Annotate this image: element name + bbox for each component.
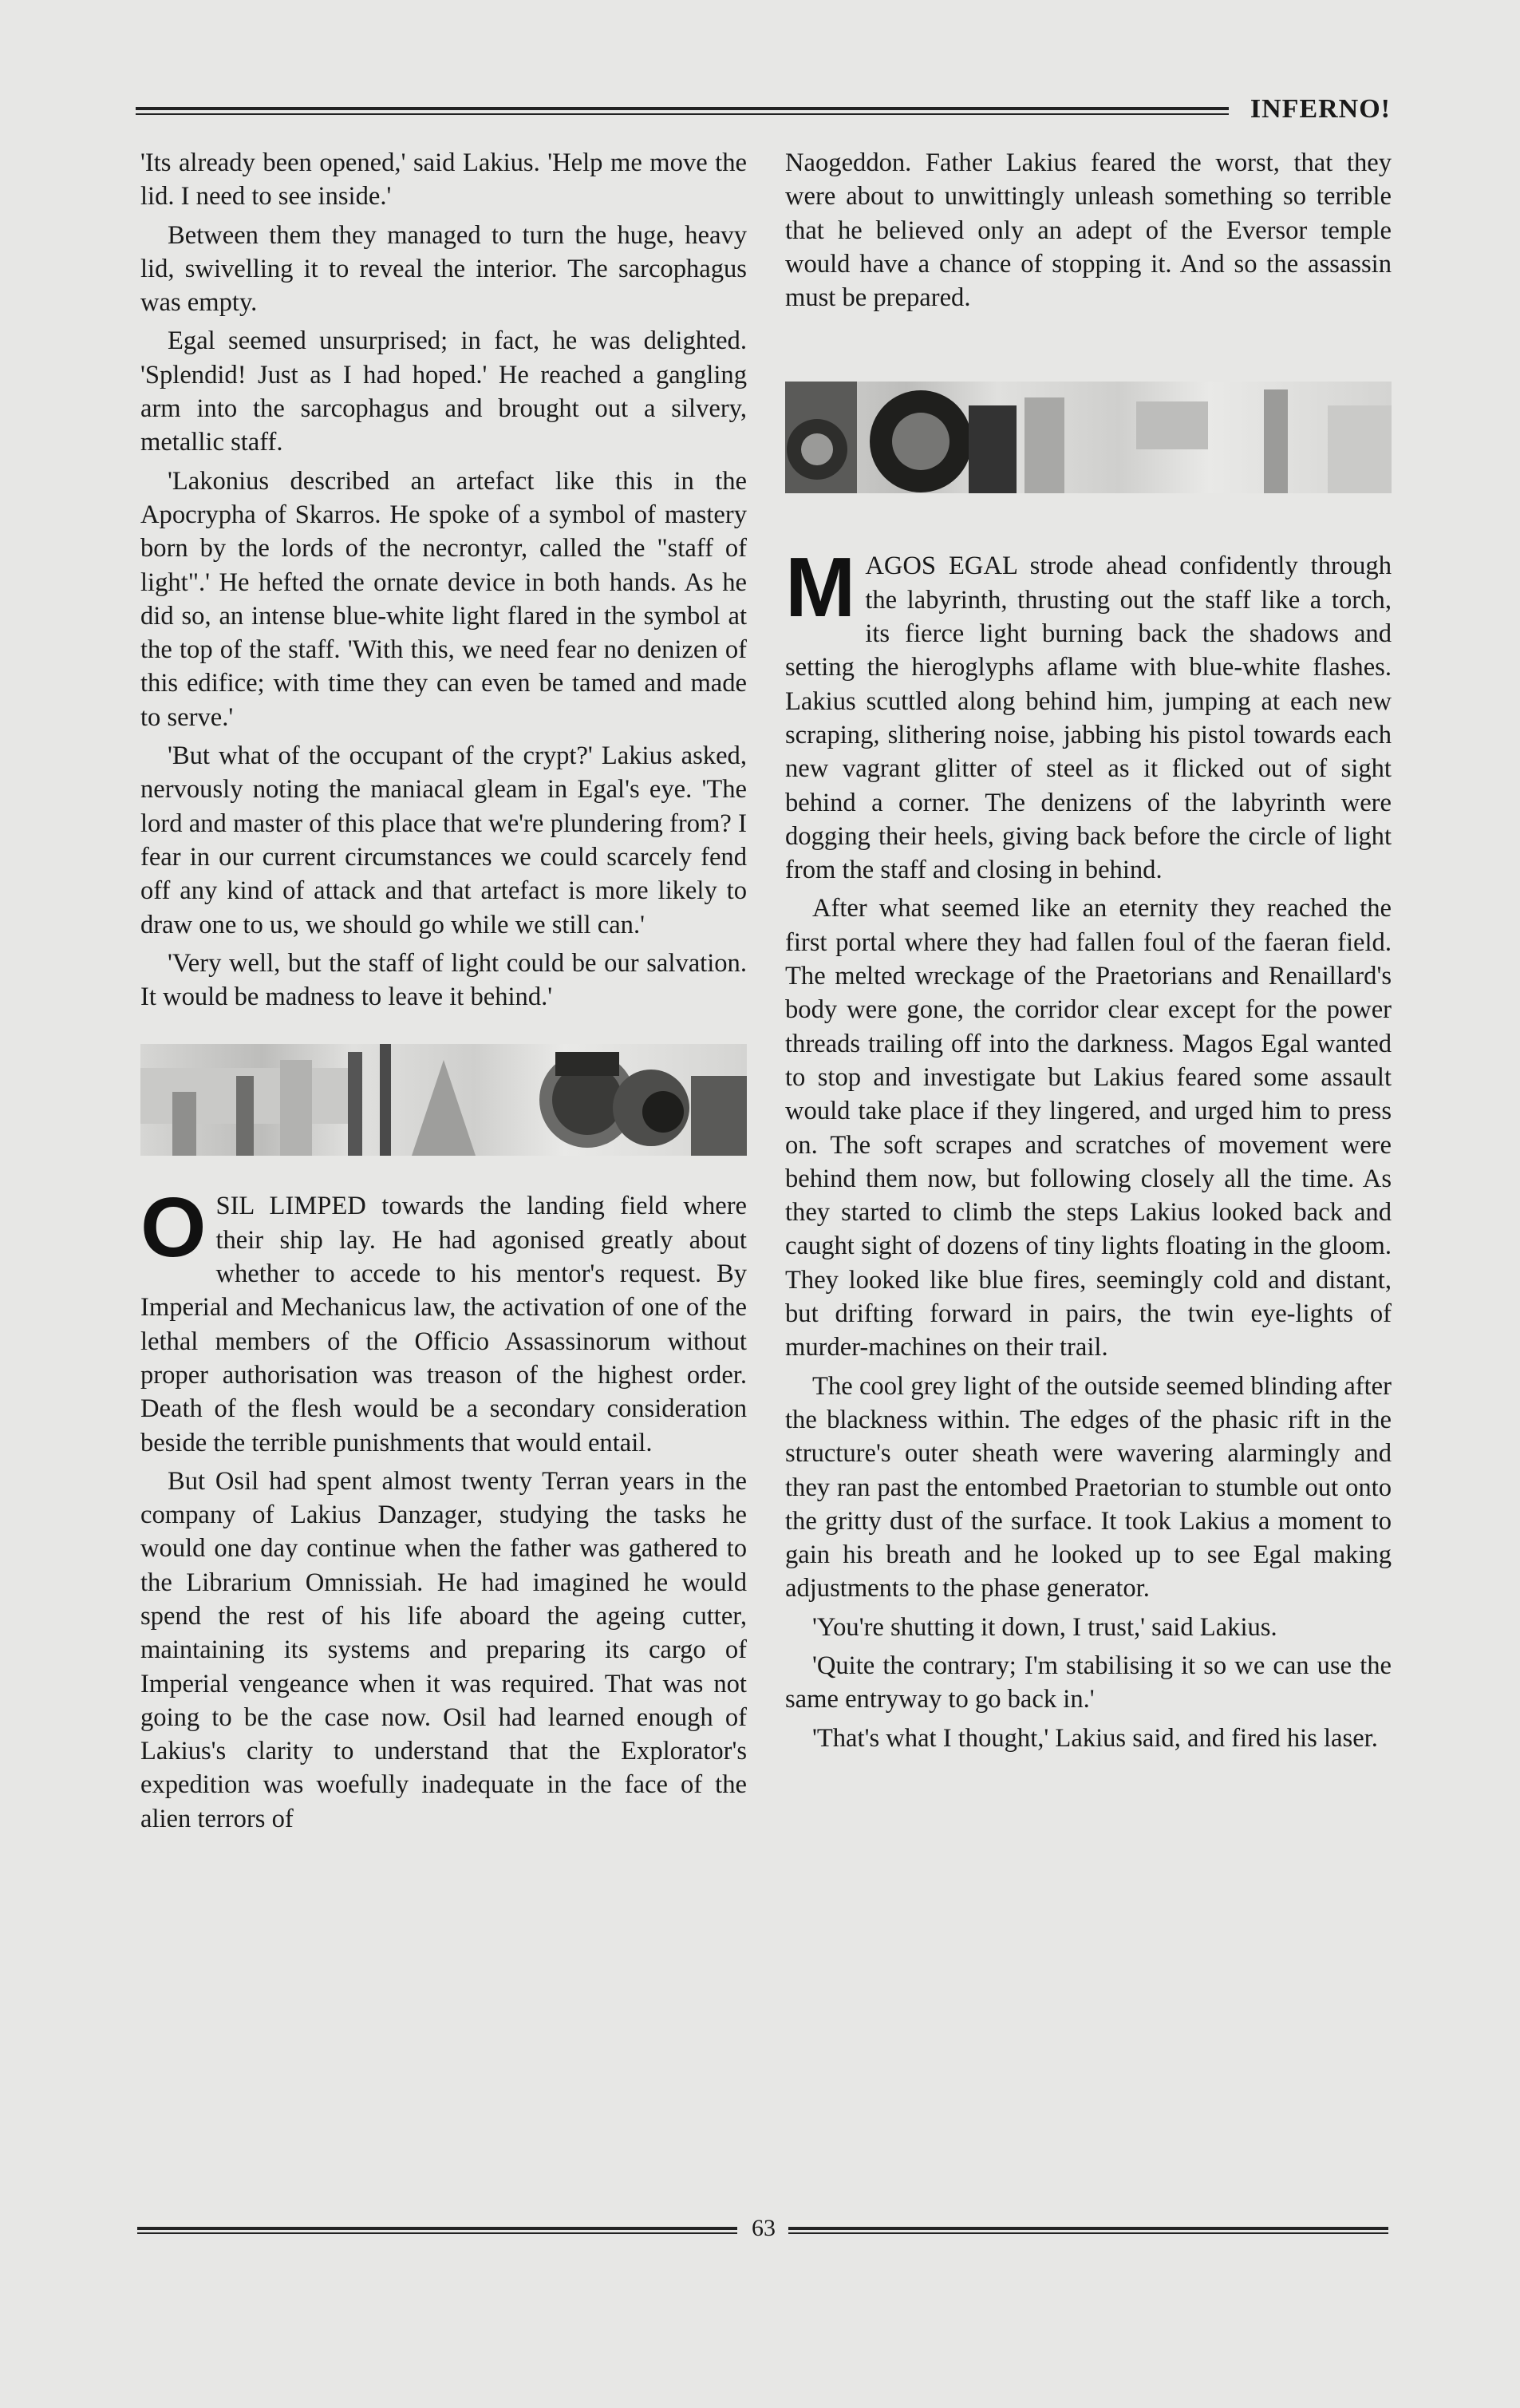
running-head: INFERNO! (1239, 94, 1391, 125)
machine-skull-ornament-icon (785, 382, 1392, 493)
section-divider-image (140, 1044, 747, 1156)
paragraph: 'Quite the contrary; I'm stabilising it so we can use the same entryway to go back in.' (785, 1651, 1392, 1714)
paragraph: The cool grey light of the outside seemed blinding after the blackness within. The edges of the phasic rift in the structure's outer sheath were wavering alarmingly and they ran past the entombed Praetorian to stumble out onto the gritty dust of the surface. It took Lakius a moment to gain his breath and he looked up to see Egal making adjustments to the phase generator. (785, 1371, 1392, 1603)
paragraph: 'That's what I thought,' Lakius said, and fired his laser. (812, 1723, 1378, 1753)
paragraph: 'But what of the occupant of the crypt?' Lakius asked, nervously noting the maniacal gleam in Egal's eye. 'The lord and master of this place that we're plundering from? I fear in our current circumstances we could scarcely fend off any kind of attack and that artefact is more likely to draw one to us, we should go while we still can.' (140, 741, 747, 939)
machine-skull-ornament-icon (140, 1044, 747, 1156)
section-divider-image (785, 382, 1392, 493)
paragraph: But Osil had spent almost twenty Terran years in the company of Lakius Danzager, studying the tasks he would one day continue when the father was gathered to the Librarium Omnissiah. He had imagined he would spend the rest of his life aboard the ageing cutter, maintaining its systems and preparing its cargo of Imperial vengeance when it was required. That was not going to be the case now. Osil had learned enough of Lakius's clarity to understand that the Explorator's expedition was woefully inadequate in the face of the alien terrors of (140, 1466, 747, 1833)
left-column (140, 146, 747, 1841)
page-number: 63 (752, 2215, 776, 2241)
paragraph: After what seemed like an eternity they reached the first portal where they had fallen foul of the faeran field. The melted wreckage of the Praetorians and Renaillard's body were gone, the corridor clear except for the power threads trailing off into the darkness. Magos Egal wanted to stop and investigate but Lakius feared some assault would take place if they lingered, and urged him to press on. The soft scrapes and scratches of movement were behind them now, but following closely all the time. As they started to climb the steps Lakius looked back and caught sight of dozens of tiny lights floating in the gloom. They looked like blue fires, seemingly cold and distant, but drifting forward in pairs, the twin eye-lights of murder-machines on their trail. (785, 894, 1392, 1362)
section-opening-paragraph (140, 1180, 747, 1459)
header-rule (136, 107, 1229, 118)
paragraph: 'Its already been opened,' said Lakius. 'Help me move the lid. I need to see inside.' (140, 148, 747, 212)
paragraph: 'You're shutting it down, I trust,' said Lakius. (812, 1612, 1277, 1642)
paragraph: Between them they managed to turn the huge, heavy lid, swivelling it to reveal the interior. The sarcophagus was empty. (140, 220, 747, 318)
paragraph: Naogeddon. Father Lakius feared the worst, that they were about to unwittingly unleash something so terrible that he believed only an adept of the Eversor temple would have a chance of stopping it. And so the assassin must be prepared. (785, 148, 1392, 313)
lead-text: AGOS EGAL strode ahead confidently through the labyrinth, thrusting out the staff like a torch, its fierce light burning back the shadows and setting the hieroglyphs aflame with blue-white flashes. Lakius scuttled along behind him, jumping at each new scraping, slithering noise, jabbing his pistol towards each new vagrant glitter of steel as it flicked out of sight behind a corner. The denizens of the labyrinth were dogging their heels, giving back before the circle of light from the staff and closing in behind. (785, 552, 1392, 885)
drop-cap: M (785, 540, 856, 635)
paragraph: 'Lakonius described an artefact like this in the Apocrypha of Skarros. He spoke of a symbol of mastery born by the lords of the necrontyr, called the "staff of light".' He hefted the ornate device in both hands. As he did so, an intense blue-white light flared in the symbol at the top of the staff. 'With this, we need fear no denizen of this edifice; with time they can even be tamed and made to serve.' (140, 466, 747, 732)
drop-cap: O (140, 1180, 207, 1275)
section-opening-paragraph (785, 540, 1392, 887)
footer-rule-left (137, 2227, 737, 2236)
paragraph: 'Very well, but the staff of light could be our salvation. It would be madness to leave it behind.' (140, 948, 747, 1012)
lead-text: SIL LIMPED towards the landing field where their ship lay. He had agonised greatly about whether to accede to his mentor's request. By Imperial and Mechanicus law, the activation of one of the lethal members of the Officio Assassinorum without proper authorisation was treason of the highest order. Death of the flesh would be a secondary consideration beside the terrible punishments that would entail. (140, 1192, 747, 1457)
right-column (785, 146, 1392, 1760)
footer-rule-right (788, 2227, 1388, 2236)
paragraph: Egal seemed unsurprised; in fact, he was delighted. 'Splendid! Just as I had hoped.' He reached a gangling arm into the sarcophagus and brought out a silvery, metallic staff. (140, 326, 747, 457)
